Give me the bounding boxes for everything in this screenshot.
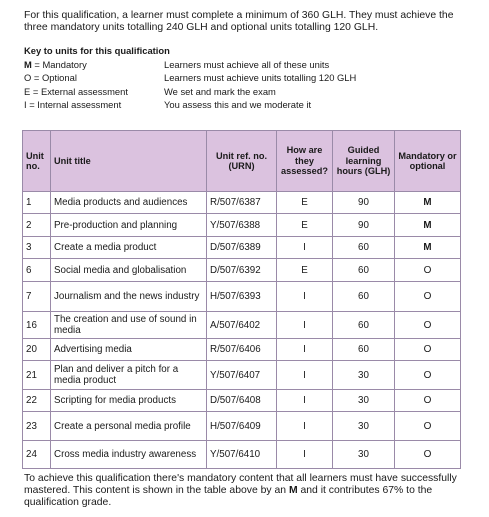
unit-glh: 30 [333,412,395,441]
unit-assessment: E [277,214,333,237]
unit-assessment: I [277,312,333,339]
unit-optional: O [395,339,461,361]
table-row [23,282,461,312]
unit-ref: Y/507/6410 [207,441,277,469]
table-row [23,214,461,237]
unit-optional: O [395,412,461,441]
table-header-row [23,131,461,192]
intro-paragraph: For this qualification, a learner must complete a minimum of 360 GLH. They must achieve the three mandatory units totalling 240 GLH and optional units totalling 120 GLH. [24,10,454,33]
unit-ref: H/507/6393 [207,282,277,312]
header-mandatory: Mandatory or optional [395,131,461,192]
unit-ref: Y/507/6407 [207,361,277,390]
key-term: = Internal assessment [26,99,122,111]
table-row [23,339,461,361]
header-unit-title: Unit title [51,131,207,192]
table-row [23,361,461,390]
unit-optional: O [395,312,461,339]
header-glh: Guided learning hours (GLH) [333,131,395,192]
unit-title: Plan and deliver a pitch for a media product [51,361,207,390]
unit-ref: R/507/6387 [207,192,277,214]
unit-title: Pre-production and planning [51,214,207,237]
unit-no: 7 [23,282,51,312]
unit-title: Scripting for media products [51,390,207,412]
unit-no: 24 [23,441,51,469]
unit-no: 22 [23,390,51,412]
header-unit-no: Unit no. [23,131,51,192]
unit-assessment: I [277,390,333,412]
key-code: O [24,72,32,84]
key-code: E [24,85,31,97]
unit-glh: 30 [333,441,395,469]
unit-glh: 30 [333,361,395,390]
unit-glh: 60 [333,312,395,339]
unit-optional: O [395,259,461,282]
key-term: = Mandatory [31,58,87,70]
unit-no: 1 [23,192,51,214]
unit-glh: 60 [333,282,395,312]
table-row [23,192,461,214]
unit-glh: 90 [333,192,395,214]
key-code: I [24,99,27,111]
unit-ref: D/507/6389 [207,237,277,259]
unit-optional: O [395,390,461,412]
unit-mandatory: M [395,237,461,259]
unit-assessment: I [277,361,333,390]
unit-title: Social media and globalisation [51,259,207,282]
unit-ref: R/507/6406 [207,339,277,361]
unit-ref: D/507/6392 [207,259,277,282]
key-row-optional [24,71,356,85]
outro-paragraph [24,473,474,509]
unit-no: 21 [23,361,51,390]
unit-assessment: E [277,259,333,282]
key-row-internal [24,98,356,112]
unit-ref: D/507/6408 [207,390,277,412]
unit-ref: Y/507/6388 [207,214,277,237]
unit-mandatory: M [395,214,461,237]
key-code: M [24,58,32,70]
unit-title: Cross media industry awareness [51,441,207,469]
unit-assessment: I [277,237,333,259]
unit-mandatory: M [395,192,461,214]
unit-assessment: E [277,192,333,214]
table-row [23,412,461,441]
key-description: Learners must achieve units totalling 120 GLH [164,72,357,84]
outro-text-end: and it contributes 67% to the qualification grade. [24,485,433,508]
table-row [23,312,461,339]
unit-glh: 60 [333,259,395,282]
unit-title: Journalism and the news industry [51,282,207,312]
outro-text: To achieve this qualification there's mandatory content that all learners must have successfully mastered. This content is shown in the table above by an [24,473,457,496]
unit-glh: 60 [333,237,395,259]
unit-title: Advertising media [51,339,207,361]
unit-optional: O [395,441,461,469]
unit-assessment: I [277,282,333,312]
key-title: Key to units for this qualification [24,45,170,56]
unit-title: The creation and use of sound in media [51,312,207,339]
key-description: You assess this and we moderate it [164,99,312,111]
unit-title: Create a media product [51,237,207,259]
key-description: Learners must achieve all of these units [164,58,330,70]
key-row-external [24,85,356,99]
unit-title: Media products and audiences [51,192,207,214]
unit-no: 6 [23,259,51,282]
unit-glh: 60 [333,339,395,361]
unit-title: Create a personal media profile [51,412,207,441]
key-term: = External assessment [30,85,128,97]
key-section [24,44,356,112]
unit-assessment: I [277,339,333,361]
unit-glh: 30 [333,390,395,412]
unit-assessment: I [277,412,333,441]
table-row [23,259,461,282]
unit-no: 23 [23,412,51,441]
header-unit-ref: Unit ref. no. (URN) [207,131,277,192]
unit-no: 2 [23,214,51,237]
key-description: We set and mark the exam [164,85,276,97]
header-assessed: How are they assessed? [277,131,333,192]
unit-ref: H/507/6409 [207,412,277,441]
table-row [23,237,461,259]
unit-optional: O [395,361,461,390]
key-row-mandatory [24,58,356,72]
unit-ref: A/507/6402 [207,312,277,339]
outro-mandatory-code: M [288,485,298,496]
table-row [23,390,461,412]
unit-no: 3 [23,237,51,259]
unit-optional: O [395,282,461,312]
unit-no: 20 [23,339,51,361]
unit-assessment: I [277,441,333,469]
units-table [22,130,461,469]
unit-no: 16 [23,312,51,339]
unit-glh: 90 [333,214,395,237]
table-row [23,441,461,469]
key-term: = Optional [31,72,77,84]
